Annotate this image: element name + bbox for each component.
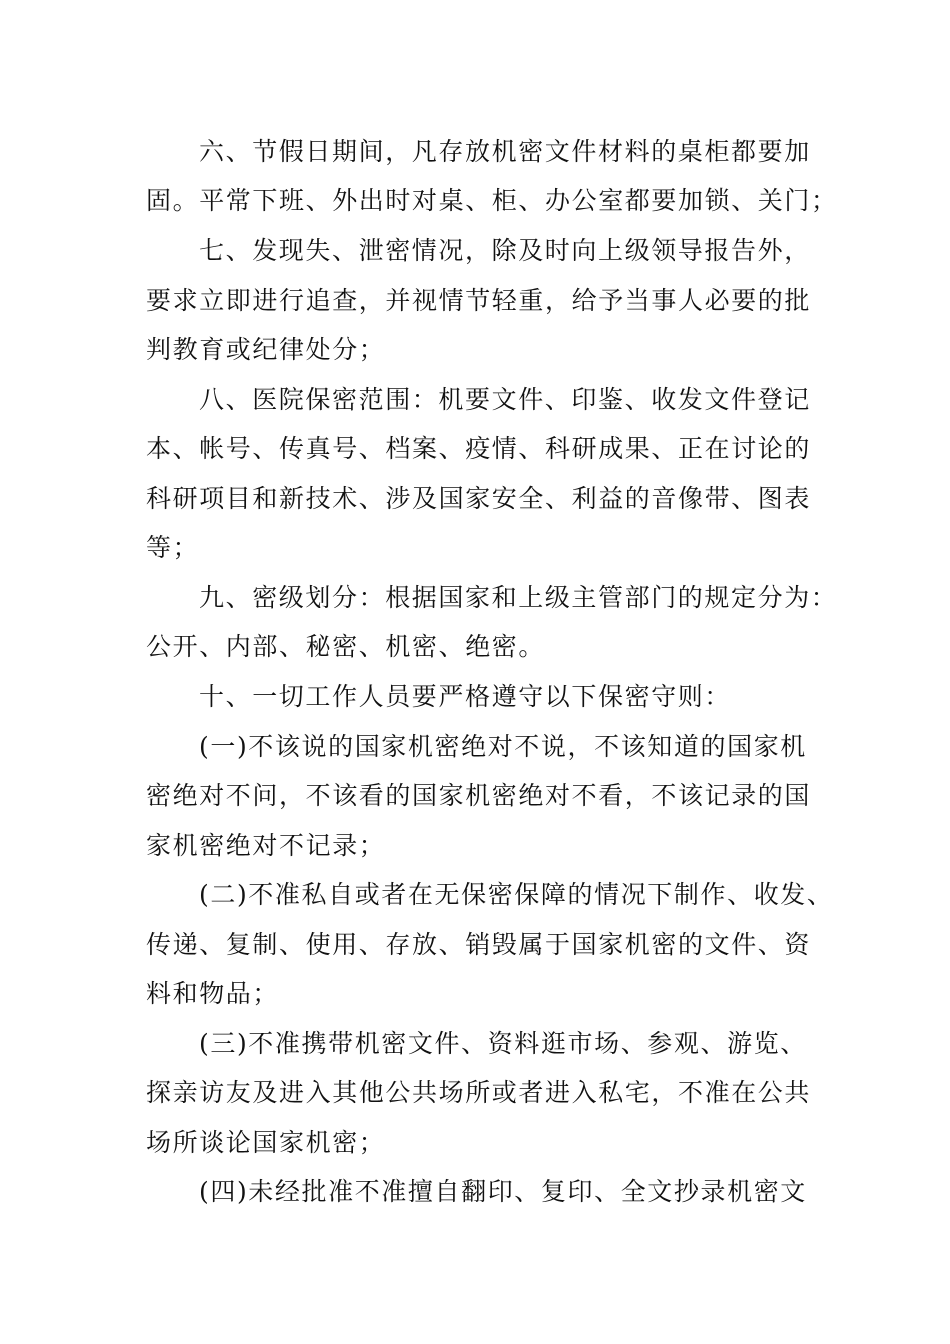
text-line: 场所谈论国家机密； xyxy=(146,1128,386,1157)
text-line: 十、一切工作人员要严格遵守以下保密守则： xyxy=(199,682,732,711)
text-line: 本、帐号、传真号、档案、疫情、科研成果、正在讨论的 xyxy=(146,434,812,463)
text-line: (四)未经批准不准擅自翻印、复印、全文抄录机密文 xyxy=(199,1177,807,1206)
text-line: 公开、内部、秘密、机密、绝密。 xyxy=(146,632,546,661)
text-line: (三)不准携带机密文件、资料逛市场、参观、游览、 xyxy=(199,1029,807,1058)
text-line: 九、密级划分：根据国家和上级主管部门的规定分为： xyxy=(199,583,838,612)
text-line: (二)不准私自或者在无保密保障的情况下制作、收发、 xyxy=(199,880,834,909)
text-line: 密绝对不问，不该看的国家机密绝对不看，不该记录的国 xyxy=(146,781,812,810)
text-line: 等； xyxy=(146,533,200,562)
text-line: 探亲访友及进入其他公共场所或者进入私宅，不准在公共 xyxy=(146,1078,812,1107)
text-line: 家机密绝对不记录； xyxy=(146,831,386,860)
text-line: 八、医院保密范围：机要文件、印鉴、收发文件登记 xyxy=(199,385,811,414)
text-line: (一)不该说的国家机密绝对不说，不该知道的国家机 xyxy=(199,732,807,761)
text-line: 科研项目和新技术、涉及国家安全、利益的音像带、图表 xyxy=(146,484,812,513)
text-line: 七、发现失、泄密情况，除及时向上级领导报告外， xyxy=(199,236,811,265)
text-line: 判教育或纪律处分； xyxy=(146,335,386,364)
text-line: 料和物品； xyxy=(146,979,280,1008)
text-line: 六、节假日期间，凡存放机密文件材料的桌柜都要加 xyxy=(199,137,811,166)
text-line: 要求立即进行追查，并视情节轻重，给予当事人必要的批 xyxy=(146,286,812,315)
text-line: 固。平常下班、外出时对桌、柜、办公室都要加锁、关门； xyxy=(146,186,838,215)
text-line: 传递、复制、使用、存放、销毁属于国家机密的文件、资 xyxy=(146,930,812,959)
